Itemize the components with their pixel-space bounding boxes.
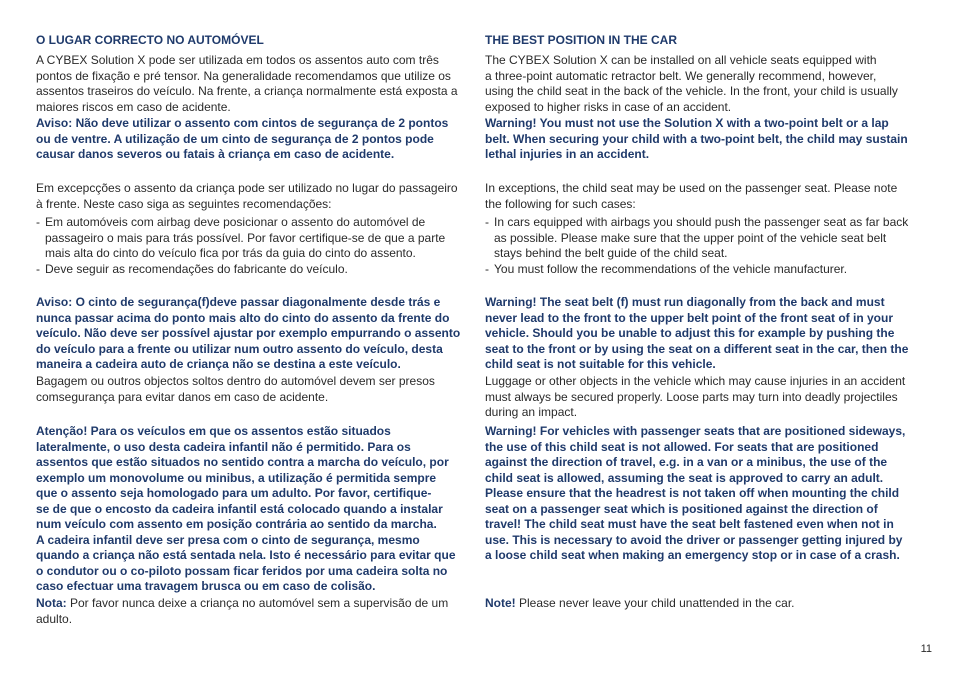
text-line: A CYBEX Solution X pode ser utilizada em todos os assentos auto com três (36, 53, 439, 67)
page-number: 11 (920, 643, 932, 655)
warning-seat-orientation (485, 424, 921, 564)
text-line (36, 596, 472, 612)
bullet-dash: - (36, 215, 40, 229)
text-line: causar danos severos ou fatais à criança em caso de acidente. (36, 147, 395, 161)
text-line: Atenção! Para os veículos em que os assentos estão situados (36, 424, 391, 438)
text-line: maiores riscos em caso de acidente. (36, 99, 231, 114)
text-line: que o assento seja homologado para um adulto. Por favor, certifique- (36, 486, 432, 500)
exceptions-paragraph (36, 181, 472, 212)
intro-paragraph (36, 53, 472, 115)
text-line: passageiro o mais para trás possível. Por favor certifique-se de que a parte (45, 230, 446, 245)
text-line: Warning! For vehicles with passenger seats that are positioned sideways, (485, 424, 906, 438)
text-line: child seat is not suitable for this vehicle. (485, 357, 716, 371)
text-line: use. This is necessary to avoid the driver or passenger getting injured by (485, 532, 903, 547)
warning-belt-routing (36, 295, 472, 373)
text-line: seat to the front or by using the seat on a different seat in the car, then the (485, 341, 909, 356)
text-line: pontos de fixação e pré tensor. Na generalidade recomendamos que utilize os (36, 68, 451, 83)
text-line: lateralmente, o uso desta cadeira infantil não é permitido. Para os (36, 439, 411, 454)
text-line: A cadeira infantil deve ser presa com o cinto de segurança, mesmo (36, 532, 420, 547)
intro-paragraph (485, 53, 921, 115)
text-line: against the direction of travel, e.g. in a van or a minibus, the use of the (485, 455, 888, 469)
note-label: Note! (485, 596, 516, 610)
text-line: In exceptions, the child seat may be used on the passenger seat. Please note (485, 181, 898, 195)
warning-two-point-belt (485, 116, 921, 163)
text-line: veículo. Não deve ser possível ajustar por exemplo empurrando o assento (36, 326, 461, 340)
text-line: Warning! The seat belt (f) must run diagonally from the back and must (485, 295, 885, 309)
text-line (485, 596, 921, 612)
text-line: a three-point automatic retractor belt. We generally recommend, however, (485, 68, 877, 83)
text-line: Please ensure that the headrest is not taken off when mounting the child (485, 486, 900, 500)
list-item (485, 262, 921, 278)
text-line: exposed to higher risks in case of an accident. (485, 99, 732, 114)
text-line: Aviso: O cinto de segurança(f)deve passar diagonalmente desde trás e (36, 295, 441, 309)
text-line: Aviso: Não deve utilizar o assento com cintos de segurança de 2 pontos (36, 116, 449, 130)
list-item (36, 262, 472, 278)
text-line: quando a criança não está sentada nela. Isto é necessário para evitar que (36, 548, 456, 562)
bullet-dash: - (485, 261, 489, 276)
list-item (36, 215, 472, 262)
warning-belt-routing (485, 295, 921, 373)
text-line: Warning! You must not use the Solution X with a two-point belt or a lap (485, 116, 889, 130)
text-line: child seat is allowed, assuming the seat is approved to carry an adult. (485, 470, 884, 485)
text-line: num veículo com assento em posição contrária ao sentido da marcha. (36, 517, 437, 531)
text-line: mais alta do cinto do veículo fica por trás da guia do cinto do assento. (45, 246, 416, 260)
text-line: travel! The child seat must have the seat belt fastened even when not in (485, 517, 894, 531)
text-line: The CYBEX Solution X can be installed on all vehicle seats equipped with (485, 53, 877, 67)
text-line: adulto. (36, 611, 73, 626)
recommendations-list (485, 215, 921, 277)
text-line: Em automóveis com airbag deve posicionar o assento do automóvel de (45, 215, 426, 229)
warning-two-point-belt (36, 116, 472, 163)
text-line: ou de ventre. A utilização de um cinto de segurança de 2 pontos pode (36, 131, 434, 146)
warning-seat-orientation (36, 424, 472, 595)
text-line: the use of this child seat is not allowed. For seats that are positioned (485, 439, 879, 454)
exceptions-paragraph (485, 181, 921, 212)
text-line: Luggage or other objects in the vehicle which may cause injuries in an accident (485, 374, 906, 388)
text-line: se de que o encosto da cadeira infantil está colocado quando a instalar (36, 501, 443, 516)
bullet-dash: - (485, 215, 489, 229)
section-title: THE BEST POSITION IN THE CAR (485, 33, 678, 47)
text-line: à frente. Neste caso siga as seguintes recomendações: (36, 196, 332, 211)
text-line: the following for such cases: (485, 196, 636, 211)
note-paragraph (485, 596, 921, 612)
list-item (485, 215, 921, 262)
text-line: during an impact. (485, 405, 578, 419)
text-line: o condutor ou o co-piloto possam ficar feridos por uma cadeira solta no (36, 563, 448, 578)
bullet-dash: - (36, 261, 40, 276)
text-line: maneira a cadeira auto de criança não se destina a este veículo. (36, 357, 401, 371)
luggage-paragraph (485, 374, 921, 421)
text-line: as possible. Please make sure that the upper point of the vehicle seat belt (494, 230, 887, 245)
text-line: In cars equipped with airbags you should push the passenger seat as far back (494, 215, 909, 229)
text-line: never lead to the front to the upper belt point of the front seat of in your (485, 310, 893, 325)
text-line: assentos traseiros do veículo. Na frente, a criança normalmente está exposta a (36, 84, 458, 98)
text-line: Em excepcções o assento da criança pode ser utilizado no lugar do passageiro (36, 181, 458, 195)
text-line: caso efectuar uma travagem brusca ou em caso de colisão. (36, 579, 376, 593)
note-paragraph (36, 596, 472, 627)
note-text: Please never leave your child unattended in the car. (515, 596, 795, 610)
text-line: You must follow the recommendations of the vehicle manufacturer. (494, 261, 848, 276)
text-line: stays behind the belt guide of the child seat. (494, 246, 728, 260)
text-line: assentos que estão situados no sentido contra a marcha do veículo, por (36, 455, 449, 469)
text-line: lethal injuries in an accident. (485, 147, 650, 161)
text-line: comsegurança para evitar danos em caso de acidente. (36, 389, 329, 404)
text-line: do veículo para a frente ou utilizar num outro assento do veículo, desta (36, 341, 443, 356)
luggage-paragraph (36, 374, 472, 405)
text-line: a loose child seat when making an emergency stop or in case of a crash. (485, 548, 900, 562)
text-line: seat on a passenger seat which is positioned against the direction of (485, 501, 878, 516)
recommendations-list (36, 215, 472, 277)
text-line: exemplo um monovolume ou minibus, a utilização é permitida sempre (36, 470, 437, 485)
section-title: O LUGAR CORRECTO NO AUTOMÓVEL (36, 33, 264, 47)
text-line: vehicle. Should you be unable to adjust this for example by pushing the (485, 326, 895, 340)
text-line: belt. When securing your child with a two-point belt, the child may sustain (485, 131, 908, 146)
text-line: Deve seguir as recomendações do fabricante do veículo. (45, 261, 348, 276)
note-text: Por favor nunca deixe a criança no automóvel sem a supervisão de um (66, 596, 449, 610)
text-line: using the child seat in the back of the vehicle. In the front, your child is usually (485, 84, 898, 98)
note-label: Nota: (36, 596, 67, 610)
text-line: Bagagem ou outros objectos soltos dentro do automóvel devem ser presos (36, 374, 435, 388)
text-line: nunca passar acima do ponto mais alto do cinto do assento da frente do (36, 310, 450, 325)
text-line: must always be secured properly. Loose parts may turn into deadly projectiles (485, 389, 898, 404)
